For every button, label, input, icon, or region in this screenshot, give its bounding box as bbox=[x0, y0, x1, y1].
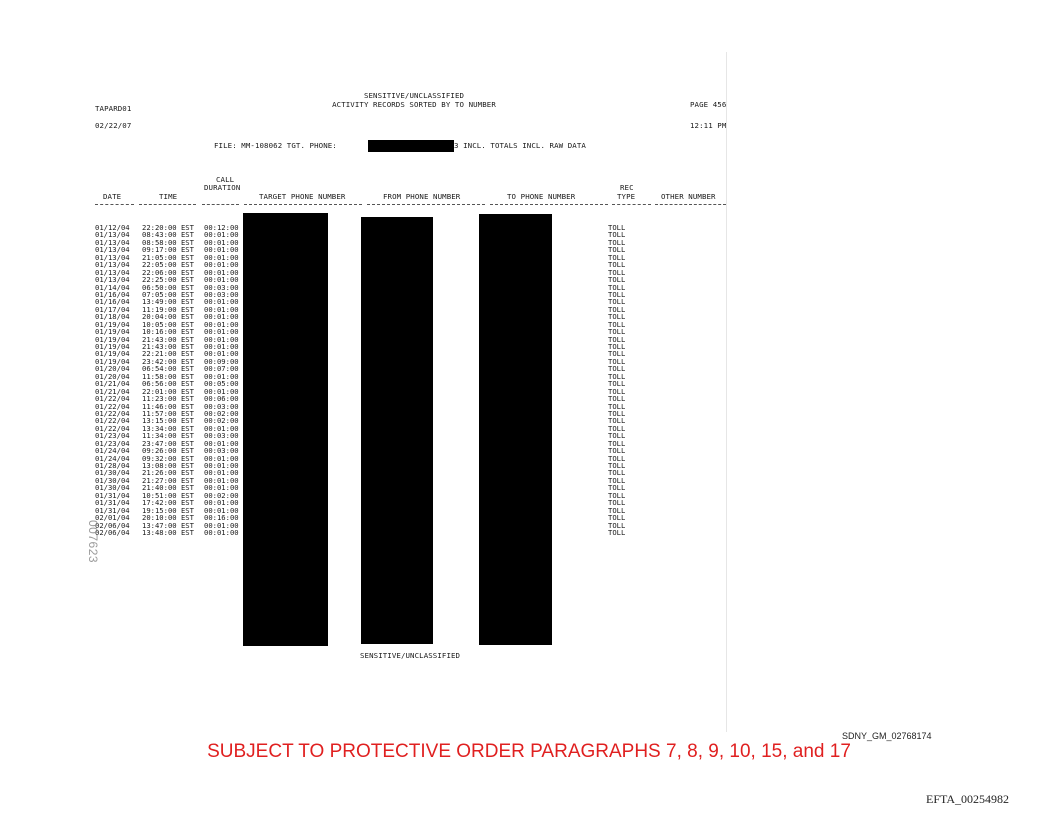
cell-duration: 00:01:00 bbox=[204, 349, 239, 359]
cell-date: 01/22/04 bbox=[95, 416, 130, 426]
cell-time: 17:42:00 EST bbox=[142, 498, 194, 508]
cell-duration: 00:01:00 bbox=[204, 260, 239, 270]
cell-time: 23:42:00 EST bbox=[142, 356, 194, 366]
cell-date: 02/01/04 bbox=[95, 513, 130, 523]
cell-time: 22:25:00 EST bbox=[142, 275, 194, 285]
cell-date: 01/19/04 bbox=[95, 349, 130, 359]
cell-rec-type: TOLL bbox=[608, 394, 626, 404]
cell-rec-type: TOLL bbox=[608, 408, 626, 418]
cell-date: 01/31/04 bbox=[95, 505, 130, 515]
rule-date bbox=[95, 204, 134, 206]
cell-time: 13:34:00 EST bbox=[142, 423, 194, 433]
cell-rec-type: TOLL bbox=[608, 230, 626, 240]
cell-duration: 00:03:00 bbox=[204, 446, 239, 456]
cell-duration: 00:02:00 bbox=[204, 416, 239, 426]
cell-rec-type: TOLL bbox=[608, 282, 626, 292]
cell-time: 20:04:00 EST bbox=[142, 312, 194, 322]
cell-time: 22:21:00 EST bbox=[142, 349, 194, 359]
cell-duration: 00:01:00 bbox=[204, 483, 239, 493]
cell-date: 01/13/04 bbox=[95, 230, 130, 240]
cell-time: 08:58:00 EST bbox=[142, 237, 194, 247]
cell-rec-type: TOLL bbox=[608, 483, 626, 493]
cell-rec-type: TOLL bbox=[608, 505, 626, 515]
cell-rec-type: TOLL bbox=[608, 386, 626, 396]
col-call: CALL bbox=[216, 175, 235, 184]
cell-rec-type: TOLL bbox=[608, 223, 626, 232]
col-other: OTHER NUMBER bbox=[661, 192, 716, 201]
cell-time: 21:43:00 EST bbox=[142, 342, 194, 351]
cell-rec-type: TOLL bbox=[608, 371, 626, 381]
cell-duration: 00:01:00 bbox=[204, 237, 239, 247]
cell-date: 01/22/04 bbox=[95, 423, 130, 433]
cell-rec-type: TOLL bbox=[608, 327, 626, 337]
cell-rec-type: TOLL bbox=[608, 520, 626, 530]
cell-date: 01/22/04 bbox=[95, 394, 130, 404]
cell-date: 01/19/04 bbox=[95, 327, 130, 337]
cell-rec-type: TOLL bbox=[608, 275, 626, 285]
cell-duration: 00:01:00 bbox=[204, 498, 239, 508]
redaction-to-column bbox=[479, 214, 552, 645]
cell-date: 01/31/04 bbox=[95, 490, 130, 500]
rule-rec bbox=[612, 204, 651, 206]
cell-duration: 00:01:00 bbox=[204, 386, 239, 396]
cell-time: 23:47:00 EST bbox=[142, 438, 194, 448]
cell-duration: 00:01:00 bbox=[204, 438, 239, 448]
cell-date: 01/13/04 bbox=[95, 245, 130, 255]
cell-rec-type: TOLL bbox=[608, 401, 626, 411]
cell-rec-type: TOLL bbox=[608, 446, 626, 456]
cell-duration: 00:01:00 bbox=[204, 342, 239, 351]
sdny-bates: SDNY_GM_02768174 bbox=[842, 731, 932, 741]
cell-date: 01/13/04 bbox=[95, 275, 130, 285]
cell-time: 08:43:00 EST bbox=[142, 230, 194, 240]
cell-duration: 00:02:00 bbox=[204, 490, 239, 500]
cell-rec-type: TOLL bbox=[608, 356, 626, 366]
col-to: TO PHONE NUMBER bbox=[507, 192, 576, 201]
cell-duration: 00:03:00 bbox=[204, 289, 239, 299]
cell-time: 20:10:00 EST bbox=[142, 513, 194, 523]
cell-rec-type: TOLL bbox=[608, 527, 626, 537]
cell-duration: 00:01:00 bbox=[204, 461, 239, 470]
cell-rec-type: TOLL bbox=[608, 364, 626, 374]
col-date: DATE bbox=[103, 192, 122, 201]
redaction-from-column bbox=[361, 217, 433, 644]
cell-rec-type: TOLL bbox=[608, 260, 626, 270]
cell-date: 01/13/04 bbox=[95, 237, 130, 247]
rule-duration bbox=[202, 204, 239, 206]
cell-duration: 00:01:00 bbox=[204, 267, 239, 277]
page-edge-rule bbox=[726, 52, 727, 732]
cell-rec-type: TOLL bbox=[608, 349, 626, 359]
report-title: ACTIVITY RECORDS SORTED BY TO NUMBER bbox=[332, 100, 496, 109]
cell-duration: 00:01:00 bbox=[204, 475, 239, 485]
cell-duration: 00:03:00 bbox=[204, 431, 239, 441]
cell-date: 01/23/04 bbox=[95, 438, 130, 448]
col-duration: DURATION bbox=[204, 183, 241, 192]
col-target: TARGET PHONE NUMBER bbox=[259, 192, 346, 201]
cell-duration: 00:01:00 bbox=[204, 245, 239, 255]
cell-duration: 00:01:00 bbox=[204, 334, 239, 344]
cell-time: 21:27:00 EST bbox=[142, 475, 194, 485]
cell-time: 21:26:00 EST bbox=[142, 468, 194, 478]
cell-time: 09:26:00 EST bbox=[142, 446, 194, 456]
cell-duration: 00:16:00 bbox=[204, 513, 239, 523]
cell-date: 01/19/04 bbox=[95, 319, 130, 329]
rule-from bbox=[367, 204, 485, 206]
cell-date: 02/06/04 bbox=[95, 520, 130, 530]
cell-time: 21:40:00 EST bbox=[142, 483, 194, 493]
cell-rec-type: TOLL bbox=[608, 379, 626, 389]
rule-other bbox=[655, 204, 726, 206]
cell-time: 11:57:00 EST bbox=[142, 408, 194, 418]
cell-date: 01/30/04 bbox=[95, 475, 130, 485]
page-number: PAGE 456 bbox=[690, 100, 727, 109]
cell-rec-type: TOLL bbox=[608, 468, 626, 478]
cell-duration: 00:01:00 bbox=[204, 304, 239, 314]
side-bates-stamp: 007623 bbox=[86, 520, 100, 564]
cell-time: 13:08:00 EST bbox=[142, 461, 194, 470]
cell-duration: 00:01:00 bbox=[204, 520, 239, 530]
cell-time: 11:34:00 EST bbox=[142, 431, 194, 441]
cell-time: 06:56:00 EST bbox=[142, 379, 194, 389]
cell-rec-type: TOLL bbox=[608, 416, 626, 426]
cell-time: 22:20:00 EST bbox=[142, 223, 194, 232]
cell-time: 06:50:00 EST bbox=[142, 282, 194, 292]
cell-time: 21:05:00 EST bbox=[142, 252, 194, 262]
cell-rec-type: TOLL bbox=[608, 319, 626, 329]
header-classification: SENSITIVE/UNCLASSIFIED bbox=[363, 91, 465, 100]
cell-rec-type: TOLL bbox=[608, 513, 626, 523]
cell-duration: 00:02:00 bbox=[204, 408, 239, 418]
cell-date: 01/31/04 bbox=[95, 498, 130, 508]
cell-time: 10:51:00 EST bbox=[142, 490, 194, 500]
cell-duration: 00:05:00 bbox=[204, 379, 239, 389]
cell-time: 06:54:00 EST bbox=[142, 364, 194, 374]
report-date: 02/22/07 bbox=[95, 121, 132, 130]
cell-rec-type: TOLL bbox=[608, 297, 626, 307]
redaction-target-column bbox=[243, 213, 328, 646]
cell-date: 01/19/04 bbox=[95, 334, 130, 344]
cell-rec-type: TOLL bbox=[608, 423, 626, 433]
cell-duration: 00:01:00 bbox=[204, 423, 239, 433]
cell-time: 13:47:00 EST bbox=[142, 520, 194, 530]
cell-date: 01/13/04 bbox=[95, 260, 130, 270]
cell-time: 22:06:00 EST bbox=[142, 267, 194, 277]
cell-duration: 00:03:00 bbox=[204, 282, 239, 292]
cell-duration: 00:01:00 bbox=[204, 297, 239, 307]
cell-date: 01/22/04 bbox=[95, 401, 130, 411]
cell-date: 01/30/04 bbox=[95, 468, 130, 478]
rule-target bbox=[244, 204, 362, 206]
col-rec: REC bbox=[620, 183, 634, 192]
cell-date: 01/14/04 bbox=[95, 282, 130, 292]
cell-time: 07:05:00 EST bbox=[142, 289, 194, 299]
cell-date: 01/13/04 bbox=[95, 267, 130, 277]
cell-date: 01/12/04 bbox=[95, 223, 130, 232]
cell-time: 11:58:00 EST bbox=[142, 371, 194, 381]
efta-number: EFTA_00254982 bbox=[926, 792, 1010, 806]
cell-rec-type: TOLL bbox=[608, 312, 626, 322]
cell-date: 02/06/04 bbox=[95, 527, 130, 537]
col-time: TIME bbox=[159, 192, 178, 201]
cell-date: 01/21/04 bbox=[95, 386, 130, 396]
cell-time: 10:16:00 EST bbox=[142, 327, 194, 337]
cell-rec-type: TOLL bbox=[608, 490, 626, 500]
cell-duration: 00:01:00 bbox=[204, 505, 239, 515]
report-id: TAPARD01 bbox=[95, 104, 132, 113]
col-from: FROM PHONE NUMBER bbox=[383, 192, 461, 201]
report-time: 12:11 PM bbox=[690, 121, 727, 130]
cell-duration: 00:01:00 bbox=[204, 319, 239, 329]
cell-date: 01/20/04 bbox=[95, 371, 130, 381]
cell-date: 01/19/04 bbox=[95, 342, 130, 351]
cell-rec-type: TOLL bbox=[608, 245, 626, 255]
protective-order-notice: SUBJECT TO PROTECTIVE ORDER PARAGRAPHS 7, 8, 9, 10, 15, and 17 bbox=[207, 741, 851, 762]
cell-time: 11:19:00 EST bbox=[142, 304, 194, 314]
cell-date: 01/24/04 bbox=[95, 453, 130, 463]
cell-rec-type: TOLL bbox=[608, 461, 626, 470]
cell-rec-type: TOLL bbox=[608, 475, 626, 485]
cell-date: 01/20/04 bbox=[95, 364, 130, 374]
cell-duration: 00:01:00 bbox=[204, 230, 239, 240]
cell-time: 11:46:00 EST bbox=[142, 401, 194, 411]
cell-rec-type: TOLL bbox=[608, 237, 626, 247]
rule-to bbox=[490, 204, 608, 206]
cell-date: 01/18/04 bbox=[95, 312, 130, 322]
cell-date: 01/30/04 bbox=[95, 483, 130, 493]
cell-time: 19:15:00 EST bbox=[142, 505, 194, 515]
cell-rec-type: TOLL bbox=[608, 438, 626, 448]
cell-time: 22:01:00 EST bbox=[142, 386, 194, 396]
cell-time: 13:48:00 EST bbox=[142, 527, 194, 537]
cell-rec-type: TOLL bbox=[608, 498, 626, 508]
cell-time: 13:15:00 EST bbox=[142, 416, 194, 426]
file-line-right: 3 INCL. TOTALS INCL. RAW DATA bbox=[454, 141, 586, 150]
cell-time: 10:05:00 EST bbox=[142, 319, 194, 329]
cell-date: 01/13/04 bbox=[95, 252, 130, 262]
cell-time: 11:23:00 EST bbox=[142, 394, 194, 404]
cell-rec-type: TOLL bbox=[608, 453, 626, 463]
cell-rec-type: TOLL bbox=[608, 252, 626, 262]
col-type: TYPE bbox=[617, 192, 636, 201]
cell-date: 01/16/04 bbox=[95, 289, 130, 299]
rule-time bbox=[139, 204, 196, 206]
footer-classification: SENSITIVE/UNCLASSIFIED bbox=[360, 651, 461, 660]
cell-duration: 00:01:00 bbox=[204, 468, 239, 478]
cell-duration: 00:06:00 bbox=[204, 394, 239, 404]
cell-time: 09:17:00 EST bbox=[142, 245, 194, 255]
cell-date: 01/21/04 bbox=[95, 379, 130, 389]
cell-date: 01/19/04 bbox=[95, 356, 130, 366]
cell-date: 01/16/04 bbox=[95, 297, 130, 307]
cell-date: 01/23/04 bbox=[95, 431, 130, 441]
cell-rec-type: TOLL bbox=[608, 431, 626, 441]
cell-duration: 00:01:00 bbox=[204, 275, 239, 285]
cell-duration: 00:01:00 bbox=[204, 252, 239, 262]
cell-duration: 00:01:00 bbox=[204, 453, 239, 463]
cell-duration: 00:01:00 bbox=[204, 527, 239, 537]
cell-rec-type: TOLL bbox=[608, 334, 626, 344]
cell-duration: 00:01:00 bbox=[204, 371, 239, 381]
cell-date: 01/24/04 bbox=[95, 446, 130, 456]
cell-duration: 00:12:00 bbox=[204, 223, 239, 232]
redaction-target-phone bbox=[368, 140, 454, 152]
cell-rec-type: TOLL bbox=[608, 289, 626, 299]
cell-duration: 00:01:00 bbox=[204, 327, 239, 337]
cell-duration: 00:09:00 bbox=[204, 356, 239, 366]
cell-time: 22:05:00 EST bbox=[142, 260, 194, 270]
cell-time: 21:43:00 EST bbox=[142, 334, 194, 344]
cell-date: 01/28/04 bbox=[95, 461, 130, 470]
cell-rec-type: TOLL bbox=[608, 267, 626, 277]
cell-duration: 00:01:00 bbox=[204, 312, 239, 322]
cell-rec-type: TOLL bbox=[608, 304, 626, 314]
cell-date: 01/22/04 bbox=[95, 408, 130, 418]
cell-rec-type: TOLL bbox=[608, 342, 626, 351]
cell-time: 09:32:00 EST bbox=[142, 453, 194, 463]
file-line-left: FILE: MM-108062 TGT. PHONE: bbox=[214, 141, 337, 150]
cell-duration: 00:03:00 bbox=[204, 401, 239, 411]
cell-date: 01/17/04 bbox=[95, 304, 130, 314]
cell-time: 13:49:00 EST bbox=[142, 297, 194, 307]
cell-duration: 00:07:00 bbox=[204, 364, 239, 374]
